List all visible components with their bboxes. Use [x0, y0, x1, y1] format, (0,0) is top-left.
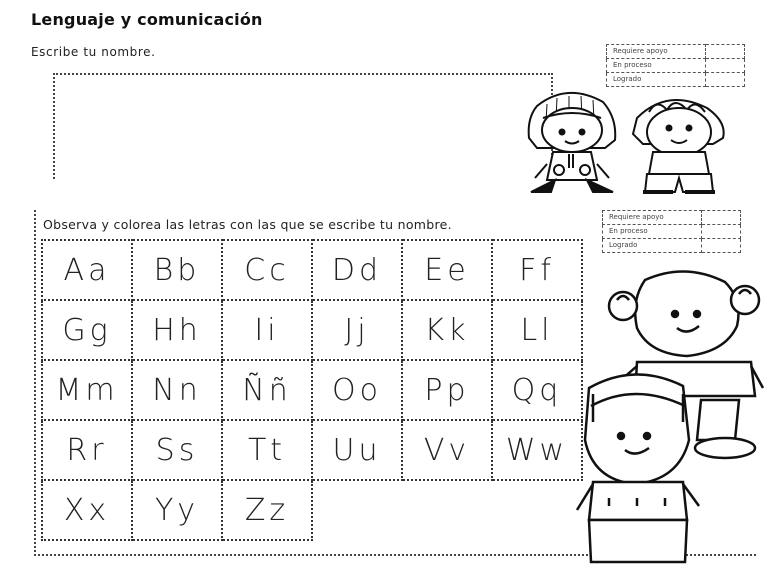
letter-cell[interactable]: Yy [132, 480, 222, 540]
letter-cell[interactable]: Hh [132, 300, 222, 360]
empty-cell [402, 480, 492, 540]
letter-cell[interactable]: Kk [402, 300, 492, 360]
letter-cell[interactable]: Pp [402, 360, 492, 420]
letter-cell[interactable]: Ii [222, 300, 312, 360]
letter-cell[interactable]: Qq [492, 360, 582, 420]
write-name-prompt: Escribe tu nombre. [31, 45, 156, 59]
letter-cell[interactable]: Bb [132, 240, 222, 300]
evaluation-checkbox[interactable] [706, 45, 745, 59]
letter-cell[interactable]: Dd [312, 240, 402, 300]
evaluation-row [607, 59, 745, 73]
letter-cell[interactable]: Jj [312, 300, 402, 360]
alphabet-row [42, 480, 582, 540]
letter-cell[interactable]: Ll [492, 300, 582, 360]
evaluation-row [603, 225, 741, 239]
letter-cell[interactable]: Ss [132, 420, 222, 480]
evaluation-label: En proceso [603, 225, 702, 239]
letter-cell[interactable]: Ff [492, 240, 582, 300]
evaluation-table-1 [606, 44, 745, 87]
letter-cell[interactable]: Zz [222, 480, 312, 540]
alphabet-row [42, 240, 582, 300]
evaluation-label: Logrado [603, 239, 702, 253]
alphabet-grid [41, 239, 583, 541]
letter-cell[interactable]: Nn [132, 360, 222, 420]
evaluation-row [607, 45, 745, 59]
name-writing-box[interactable] [53, 73, 553, 179]
alphabet-row [42, 420, 582, 480]
evaluation-row [603, 239, 741, 253]
evaluation-row [603, 211, 741, 225]
letter-cell[interactable]: Uu [312, 420, 402, 480]
evaluation-row [607, 73, 745, 87]
evaluation-checkbox[interactable] [706, 73, 745, 87]
empty-cell [312, 480, 402, 540]
letter-cell[interactable]: Oo [312, 360, 402, 420]
evaluation-checkbox[interactable] [702, 211, 741, 225]
letter-cell[interactable]: Rr [42, 420, 132, 480]
evaluation-checkbox[interactable] [702, 225, 741, 239]
evaluation-checkbox[interactable] [702, 239, 741, 253]
letter-cell[interactable]: Vv [402, 420, 492, 480]
two-children-icon [517, 88, 753, 196]
color-letters-prompt: Observa y colorea las letras con las que se escribe tu nombre. [43, 217, 452, 232]
letter-cell[interactable]: Tt [222, 420, 312, 480]
page-title: Lenguaje y comunicación [31, 10, 263, 29]
letter-cell[interactable]: Cc [222, 240, 312, 300]
two-children-icon [575, 270, 765, 568]
letter-cell[interactable]: Ññ [222, 360, 312, 420]
letter-cell[interactable]: Xx [42, 480, 132, 540]
letter-cell[interactable]: Mm [42, 360, 132, 420]
evaluation-label: Requiere apoyo [607, 45, 706, 59]
empty-cell [492, 480, 582, 540]
evaluation-label: Logrado [607, 73, 706, 87]
letter-cell[interactable]: Aa [42, 240, 132, 300]
evaluation-table-2 [602, 210, 741, 253]
evaluation-label: En proceso [607, 59, 706, 73]
evaluation-checkbox[interactable] [706, 59, 745, 73]
evaluation-label: Requiere apoyo [603, 211, 702, 225]
alphabet-row [42, 360, 582, 420]
letter-cell[interactable]: Ee [402, 240, 492, 300]
alphabet-row [42, 300, 582, 360]
letter-cell[interactable]: Ww [492, 420, 582, 480]
letter-cell[interactable]: Gg [42, 300, 132, 360]
